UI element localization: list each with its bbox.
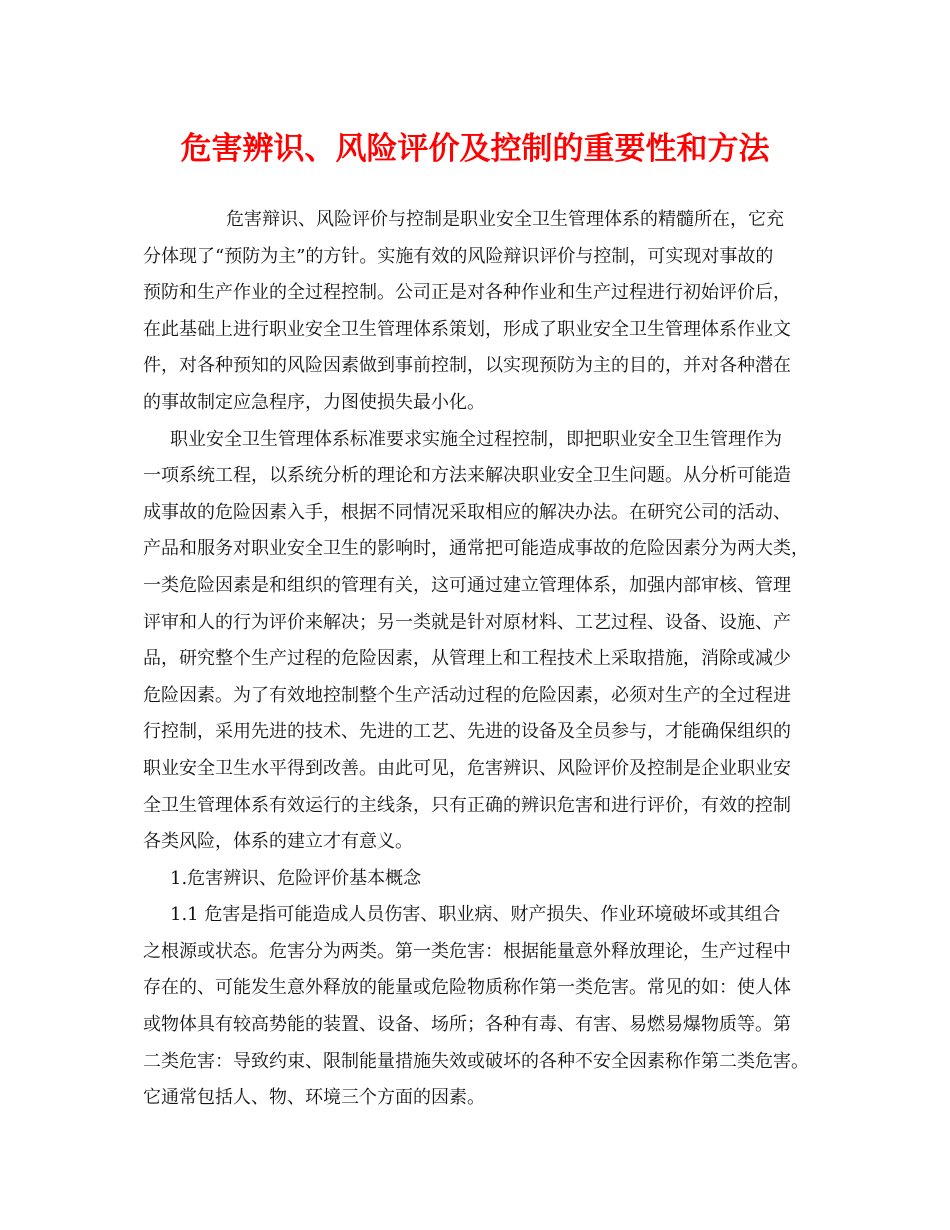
paragraph-line: 危险因素。为了有效地控制整个生产活动过程的危险因素，必须对生产的全过程进 [143, 684, 791, 706]
paragraph-line: 评审和人的行为评价来解决；另一类就是针对原材料、工艺过程、设备、设施、产 [143, 611, 791, 633]
paragraph-line: 在此基础上进行职业安全卫生管理体系策划，形成了职业安全卫生管理体系作业文 [143, 318, 791, 340]
paragraph-line: 品，研究整个生产过程的危险因素，从管理上和工程技术上采取措施，消除或减少 [143, 648, 791, 670]
paragraph-line: 预防和生产作业的全过程控制。公司正是对各种作业和生产过程进行初始评价后， [143, 282, 791, 304]
paragraph-line: 二类危害：导致约束、限制能量措施失效或破坏的各种不安全因素称作第二类危害。 [143, 1050, 809, 1072]
paragraph-line: 1.危害辨识、危险评价基本概念 [170, 867, 422, 889]
paragraph-line: 的事故制定应急程序，力图使损失最小化。 [143, 391, 485, 413]
document-body [143, 202, 843, 1117]
paragraph-line: 职业安全卫生管理体系标准要求实施全过程控制，即把职业安全卫生管理作为 [170, 428, 782, 450]
paragraph [143, 861, 843, 898]
paragraph-line: 全卫生管理体系有效运行的主线条，只有正确的辨识危害和进行评价，有效的控制 [143, 794, 791, 816]
paragraph-line: 分体现了“预防为主”的方针。实施有效的风险辩识评价与控制，可实现对事故的 [143, 245, 774, 267]
paragraph-line: 之根源或状态。危害分为两类。第一类危害：根据能量意外释放理论，生产过程中 [143, 940, 791, 962]
document-title: 危害辨识、风险评价及控制的重要性和方法 [180, 131, 770, 167]
paragraph-line: 1.1 危害是指可能造成人员伤害、职业病、财产损失、作业环境破坏或其组合 [170, 904, 781, 926]
paragraph-line: 成事故的危险因素入手，根据不同情况采取相应的解决办法。在研究公司的活动、 [143, 501, 791, 523]
paragraph [143, 897, 843, 1117]
paragraph-line: 危害辩识、风险评价与控制是职业安全卫生管理体系的精髓所在，它充 [226, 209, 784, 230]
paragraph [143, 422, 843, 861]
paragraph-line: 件，对各种预知的风险因素做到事前控制，以实现预防为主的目的，并对各种潜在 [143, 355, 791, 377]
paragraph-line: 职业安全卫生水平得到改善。由此可见，危害辨识、风险评价及控制是企业职业安 [143, 757, 791, 779]
paragraph-line: 一项系统工程，以系统分析的理论和方法来解决职业安全卫生问题。从分析可能造 [143, 465, 791, 487]
paragraph [143, 202, 843, 422]
paragraph-line: 产品和服务对职业安全卫生的影响时，通常把可能造成事故的危险因素分为两大类， [143, 538, 809, 560]
paragraph-line: 行控制，采用先进的技术、先进的工艺、先进的设备及全员参与，才能确保组织的 [143, 721, 791, 743]
paragraph-line: 各类风险，体系的建立才有意义。 [143, 831, 413, 853]
paragraph-line: 存在的、可能发生意外释放的能量或危险物质称作第一类危害。常见的如：使人体 [143, 977, 791, 999]
paragraph-line: 一类危险因素是和组织的管理有关，这可通过建立管理体系，加强内部审核、管理 [143, 574, 791, 596]
paragraph-line: 或物体具有较高势能的装置、设备、场所；各种有毒、有害、易燃易爆物质等。第 [143, 1014, 791, 1036]
paragraph-line: 它通常包括人、物、环境三个方面的因素。 [143, 1087, 485, 1109]
